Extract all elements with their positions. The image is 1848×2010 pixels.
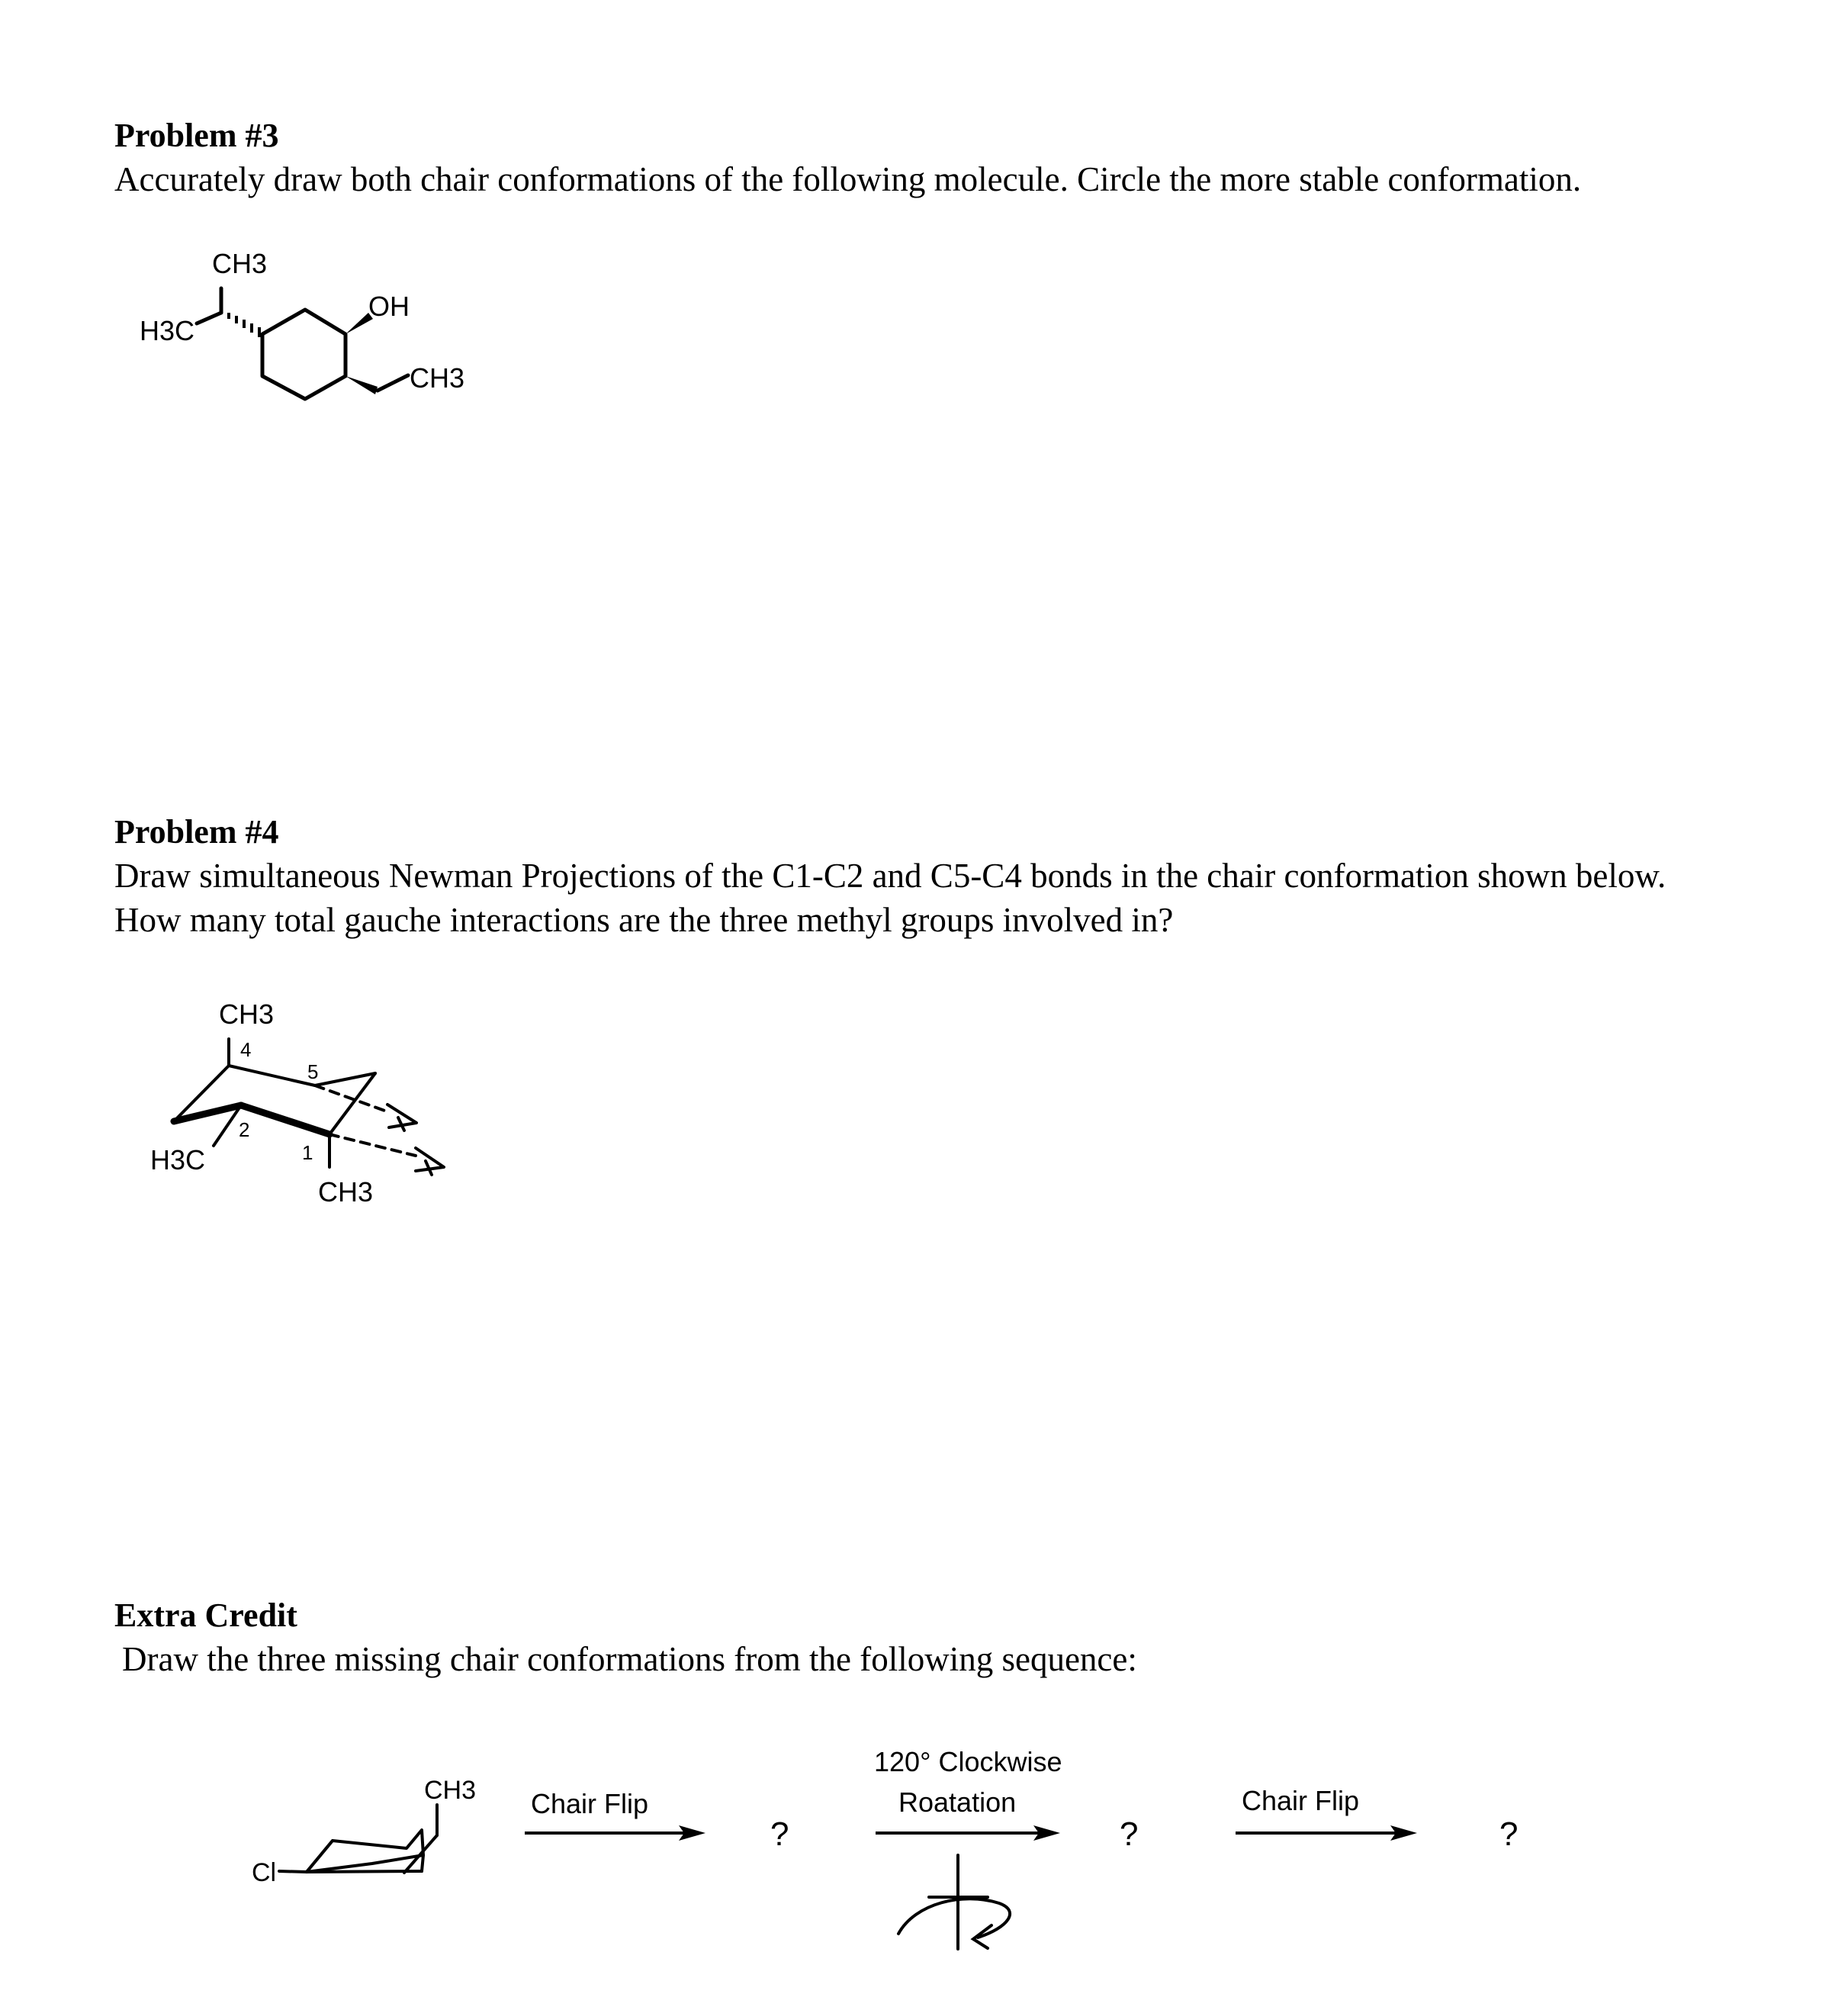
- chloro-bond: [279, 1871, 307, 1872]
- problem-4-line-2: How many total gauche interactions are the three methyl groups involved in?: [114, 901, 1174, 939]
- extra-credit-heading: Extra Credit: [114, 1597, 297, 1634]
- oh-label: OH: [368, 291, 410, 322]
- problem-3-instructions: Accurately draw both chair conformations of the following molecule. Circle the more stable conformation.: [114, 160, 1582, 198]
- problem-4-heading: Problem #4: [114, 813, 279, 851]
- arrow-right-icon: [525, 1825, 705, 1841]
- cl-label: Cl: [252, 1858, 277, 1887]
- carbon-number-4: 4: [240, 1038, 252, 1061]
- chair-bond: [404, 1835, 437, 1873]
- step-2-label-line-1: 120° Clockwise: [874, 1746, 1062, 1777]
- extra-credit-instructions: Draw the three missing chair conformations from the following sequence:: [122, 1640, 1137, 1678]
- ch3-label: CH3: [219, 999, 275, 1030]
- problem-4-line-1: Draw simultaneous Newman Projections of the C1-C2 and C5-C4 bonds in the chair conformation shown below.: [114, 857, 1666, 895]
- step-2-label-line-2: Roatation: [898, 1786, 1017, 1818]
- chair-bond: [422, 1855, 423, 1871]
- ch3-label: CH3: [212, 248, 268, 279]
- step-3-result: ?: [1499, 1815, 1519, 1853]
- problem-3-heading: Problem #3: [114, 117, 279, 154]
- arrow-right-icon: [1236, 1825, 1417, 1841]
- arrow-right-icon: [876, 1825, 1060, 1841]
- ch3-label: CH3: [410, 362, 465, 394]
- ch3-label: CH3: [318, 1176, 374, 1208]
- step-1-label: Chair Flip: [531, 1788, 649, 1819]
- ch3-label: CH3: [424, 1776, 477, 1805]
- carbon-number-5: 5: [307, 1060, 319, 1083]
- step-1-result: ?: [770, 1815, 789, 1853]
- carbon-number-1: 1: [302, 1141, 313, 1164]
- h3c-label: H3C: [140, 315, 195, 346]
- step-3-label: Chair Flip: [1242, 1785, 1360, 1816]
- carbon-number-2: 2: [239, 1118, 250, 1141]
- step-2-result: ?: [1120, 1815, 1139, 1853]
- chair-bond: [307, 1841, 333, 1872]
- rotation-icon: [898, 1855, 1010, 1949]
- h3c-label: H3C: [150, 1144, 206, 1175]
